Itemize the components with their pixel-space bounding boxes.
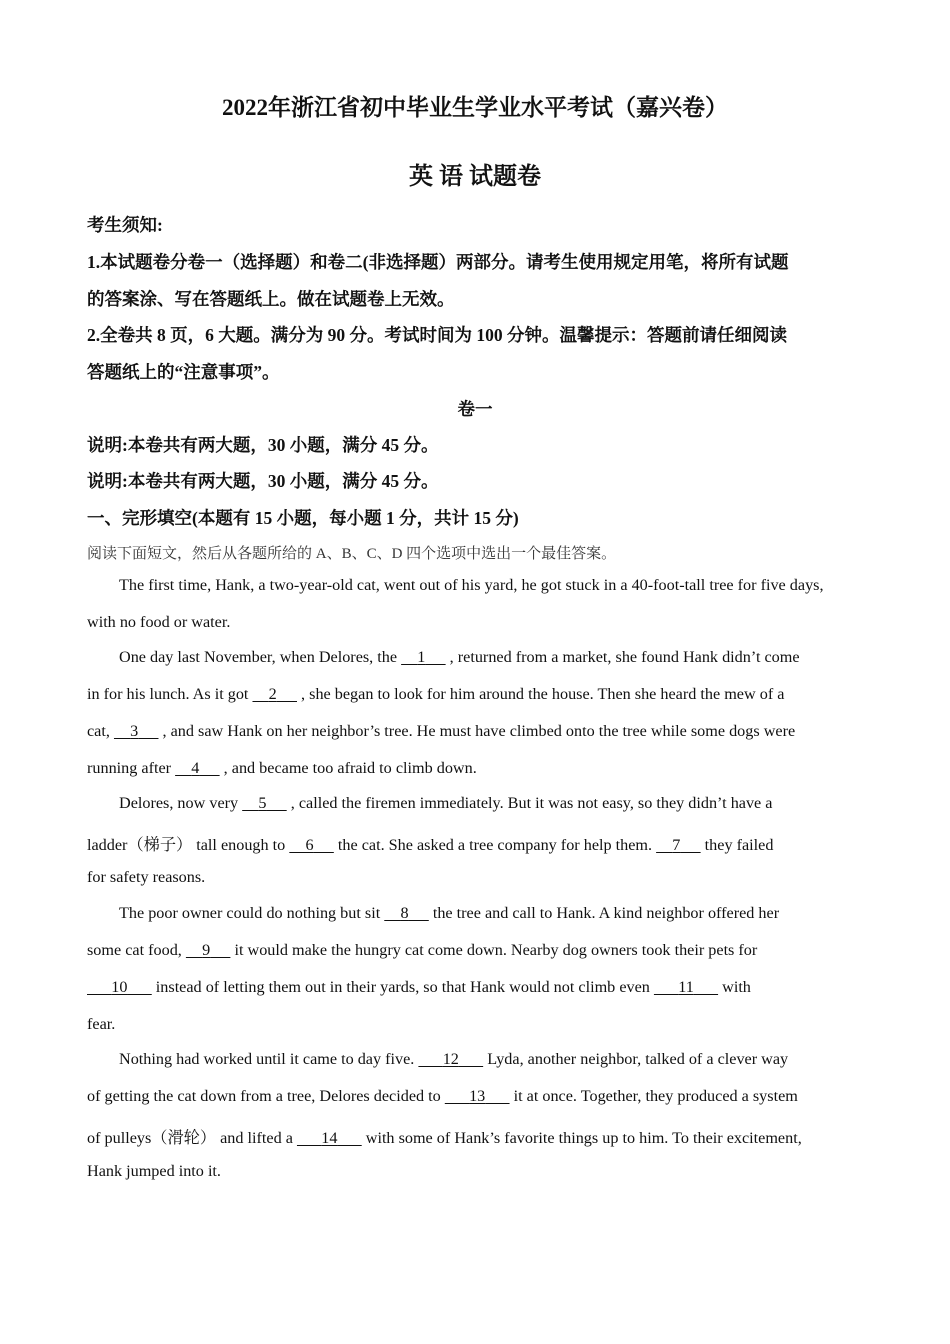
passage-line: with no food or water. — [87, 613, 231, 631]
passage-line — [87, 831, 867, 855]
passage-text: , she began to look for him around the house. Then she heard the mew of a — [297, 685, 785, 703]
blank-9 — [186, 941, 231, 960]
notice-line-4: 答题纸上的“注意事项”。 — [87, 362, 280, 382]
passage-line — [119, 648, 867, 667]
blank-number: 8 — [400, 904, 409, 922]
passage-text: running after — [87, 759, 176, 777]
passage-text: in for his lunch. As it got — [87, 685, 253, 703]
passage-line — [87, 1087, 867, 1106]
passage-text: with some of Hank’s favorite things up to him. To their excitement, — [361, 1129, 802, 1147]
passage-line: fear. — [87, 1015, 116, 1033]
passage-text: Nothing had worked until it came to day five. — [119, 1050, 419, 1068]
passage-text: of getting the cat down from a tree, Delores decided to — [87, 1087, 445, 1105]
passage-line — [119, 904, 867, 923]
blank-6 — [289, 836, 334, 855]
passage-line — [87, 685, 867, 704]
blank-13 — [445, 1087, 510, 1106]
blank-number: 12 — [442, 1050, 459, 1068]
passage-line: The first time, Hank, a two-year-old cat, went out of his yard, he got stuck in a 40-foot-tall tree for five days, — [119, 576, 824, 594]
passage-text: some cat food, — [87, 941, 186, 959]
blank-3 — [114, 722, 159, 741]
section-instruction: 阅读下面短文，然后从各题所给的 A、B、C、D 四个选项中选出一个最佳答案。 — [87, 546, 617, 562]
volume-title: 卷一 — [457, 399, 493, 419]
passage-text: , and became too afraid to climb down. — [219, 759, 477, 777]
passage-text: the tree and call to Hank. A kind neighbor offered her — [428, 904, 780, 922]
exam-title: 2022年浙江省初中毕业生学业水平考试（嘉兴卷） — [222, 95, 728, 120]
passage-text: ladder（梯子） tall enough to — [87, 836, 290, 854]
blank-number: 1 — [417, 648, 426, 666]
blank-number: 11 — [678, 978, 694, 996]
passage-text: Lyda, another neighbor, talked of a clever way — [483, 1050, 789, 1068]
passage-text: it would make the hungry cat come down. Nearby dog owners took their pets for — [230, 941, 758, 959]
blank-number: 2 — [268, 685, 277, 703]
passage-text: instead of letting them out in their yards, so that Hank would not climb even — [151, 978, 654, 996]
passage-text: , returned from a market, she found Hank didn’t come — [445, 648, 800, 666]
blank-4 — [175, 759, 220, 778]
blank-number: 4 — [191, 759, 200, 777]
passage-text: they failed — [700, 836, 774, 854]
passage-line — [119, 794, 867, 813]
notice-line-2: 的答案涂、写在答题纸上。做在试题卷上无效。 — [87, 289, 455, 309]
blank-2 — [252, 685, 297, 704]
blank-number: 13 — [469, 1087, 486, 1105]
notice-line-1: 1.本试题卷分卷一（选择题）和卷二(非选择题）两部分。请考生使用规定用笔，将所有试题 — [87, 252, 789, 272]
passage-text: of pulleys（滑轮） and lifted a — [87, 1129, 297, 1147]
exam-subtitle: 英 语 试题卷 — [409, 164, 541, 190]
blank-number: 14 — [321, 1129, 338, 1147]
blank-number: 6 — [305, 836, 314, 854]
blank-number: 5 — [258, 794, 267, 812]
passage-text: Delores, now very — [119, 794, 243, 812]
blank-5 — [242, 794, 287, 813]
blank-12 — [418, 1050, 483, 1069]
passage-line: Hank jumped into it. — [87, 1162, 221, 1180]
passage-text: it at once. Together, they produced a system — [509, 1087, 798, 1105]
passage-text: One day last November, when Delores, the — [119, 648, 402, 666]
volume-desc-1: 说明:本卷共有两大题，30 小题，满分 45 分。 — [87, 435, 439, 455]
blank-8 — [384, 904, 429, 923]
section-title: 一、完形填空(本题有 15 小题，每小题 1 分，共计 15 分) — [87, 508, 519, 528]
passage-line — [119, 1050, 867, 1069]
blank-number: 7 — [672, 836, 681, 854]
passage-line — [87, 941, 867, 960]
passage-line — [87, 978, 867, 997]
blank-number: 3 — [130, 722, 139, 740]
passage-text: The poor owner could do nothing but sit — [119, 904, 385, 922]
blank-14 — [297, 1129, 362, 1148]
passage-text: the cat. She asked a tree company for help them. — [333, 836, 657, 854]
passage-line: for safety reasons. — [87, 868, 206, 886]
notice-heading: 考生须知: — [87, 215, 163, 235]
blank-11 — [654, 978, 718, 997]
notice-line-3: 2.全卷共 8 页，6 大题。满分为 90 分。考试时间为 100 分钟。温馨提示：答题前请任细阅读 — [87, 325, 787, 345]
volume-desc-2: 说明:本卷共有两大题，30 小题，满分 45 分。 — [87, 471, 439, 491]
blank-number: 10 — [111, 978, 128, 996]
passage-text: cat, — [87, 722, 114, 740]
blank-1 — [401, 648, 446, 667]
passage-line — [87, 722, 867, 741]
blank-10 — [87, 978, 152, 997]
passage-line — [87, 1124, 867, 1148]
passage-text: , called the firemen immediately. But it was not easy, so they didn’t have a — [286, 794, 773, 812]
passage-line — [87, 759, 867, 778]
passage-text: , and saw Hank on her neighbor’s tree. He must have climbed onto the tree while some dogs were — [158, 722, 796, 740]
passage-text: with — [718, 978, 751, 996]
blank-number: 9 — [202, 941, 211, 959]
blank-7 — [656, 836, 701, 855]
